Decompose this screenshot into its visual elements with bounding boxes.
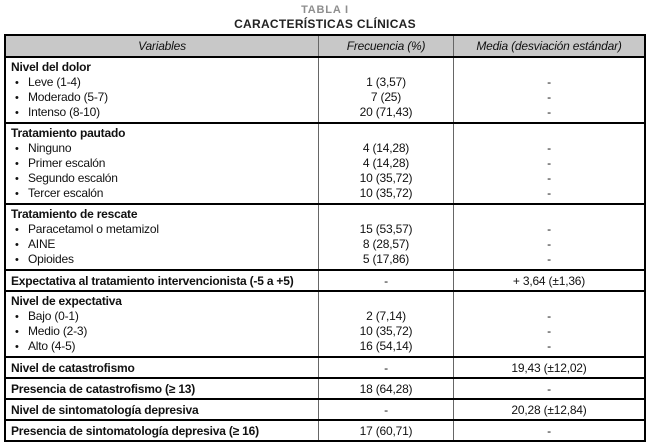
media-value: - — [547, 324, 551, 338]
bullet-icon: • — [15, 239, 19, 251]
media-value: - — [547, 105, 551, 119]
bullet-item — [6, 186, 318, 201]
group-label: Nivel del dolor — [11, 60, 91, 74]
table-row — [6, 203, 644, 269]
item-label: Bajo (0-1) — [28, 309, 79, 323]
freq-value: - — [384, 273, 388, 288]
table-number-title: TABLA I — [301, 4, 349, 16]
item-label: Ninguno — [28, 141, 72, 155]
mean-sd-cell — [453, 58, 644, 122]
freq-value: 8 (28,57) — [362, 237, 410, 251]
bullet-item — [6, 90, 318, 105]
bullet-icon: • — [15, 77, 19, 89]
table-row — [6, 269, 644, 290]
freq-value: 4 (14,28) — [362, 156, 410, 170]
frequency-cell — [318, 205, 453, 269]
row-label: Presencia de sintomatología depresiva (≥ 16) — [11, 423, 259, 438]
empty-line — [454, 207, 644, 222]
table-title-block — [0, 4, 650, 31]
bullet-icon: • — [15, 143, 19, 155]
media-value: - — [547, 156, 551, 170]
frequency-cell — [318, 358, 453, 377]
row-label: Nivel de sintomatología depresiva — [11, 402, 199, 417]
clinical-characteristics-table — [4, 34, 646, 442]
bullet-icon: • — [15, 341, 19, 353]
frequency-cell — [318, 58, 453, 122]
media-value: - — [547, 186, 551, 200]
bullet-item — [6, 237, 318, 252]
item-label: Primer escalón — [28, 156, 106, 170]
bullet-item — [6, 171, 318, 186]
mean-sd-cell — [453, 292, 644, 356]
item-label: Opioides — [28, 252, 74, 266]
group-label: Tratamiento pautado — [11, 126, 126, 140]
column-header-frequency: Frecuencia (%) — [318, 36, 453, 56]
column-header-variables: Variables — [138, 39, 186, 53]
table-row — [6, 290, 644, 356]
mean-sd-cell — [453, 124, 644, 203]
bullet-item — [6, 222, 318, 237]
mean-sd-cell — [453, 400, 644, 419]
frequency-cell — [318, 379, 453, 398]
freq-value: - — [384, 402, 388, 417]
variables-cell — [6, 421, 318, 440]
media-value: - — [547, 90, 551, 104]
bullet-item — [6, 75, 318, 90]
bullet-icon: • — [15, 92, 19, 104]
bullet-icon: • — [15, 224, 19, 236]
frequency-cell — [318, 400, 453, 419]
bullet-icon: • — [15, 173, 19, 185]
bullet-item — [6, 141, 318, 156]
media-value: 19,43 (±12,02) — [511, 360, 587, 375]
empty-line — [454, 294, 644, 309]
item-label: Medio (2-3) — [28, 324, 88, 338]
item-label: AINE — [28, 237, 56, 251]
frequency-cell — [318, 271, 453, 290]
table-row — [6, 419, 644, 440]
bullet-item — [6, 324, 318, 339]
table-row — [6, 377, 644, 398]
mean-sd-cell — [453, 358, 644, 377]
bullet-item — [6, 105, 318, 120]
media-value: - — [547, 222, 551, 236]
mean-sd-cell — [453, 379, 644, 398]
item-label: Alto (4-5) — [28, 339, 76, 353]
variables-cell — [6, 271, 318, 290]
media-value: - — [547, 309, 551, 323]
bullet-item — [6, 339, 318, 354]
media-value: - — [547, 141, 551, 155]
freq-value: 18 (64,28) — [359, 381, 413, 396]
variables-cell — [6, 292, 318, 356]
freq-value: 20 (71,43) — [359, 105, 413, 119]
bullet-icon: • — [15, 107, 19, 119]
bullet-item — [6, 309, 318, 324]
frequency-cell — [318, 292, 453, 356]
table-header-row — [6, 36, 644, 56]
freq-value: 7 (25) — [370, 90, 402, 104]
table-row — [6, 398, 644, 419]
media-value: - — [547, 252, 551, 266]
freq-value: 5 (17,86) — [362, 252, 410, 266]
frequency-cell — [318, 421, 453, 440]
freq-value: 1 (3,57) — [366, 75, 406, 89]
bullet-icon: • — [15, 326, 19, 338]
variables-cell — [6, 124, 318, 203]
item-label: Leve (1-4) — [28, 75, 81, 89]
bullet-icon: • — [15, 158, 19, 170]
item-label: Tercer escalón — [28, 186, 104, 200]
empty-line — [319, 126, 453, 141]
freq-value: 16 (54,14) — [359, 339, 413, 353]
row-label: Nivel de catastrofismo — [11, 360, 135, 375]
frequency-cell — [318, 124, 453, 203]
media-value: 20,28 (±12,84) — [511, 402, 587, 417]
table-body — [6, 56, 644, 440]
variables-cell — [6, 205, 318, 269]
bullet-icon: • — [15, 188, 19, 200]
variables-cell — [6, 400, 318, 419]
freq-value: 10 (35,72) — [359, 171, 413, 185]
empty-line — [454, 126, 644, 141]
media-value: - — [547, 237, 551, 251]
empty-line — [454, 60, 644, 75]
column-header-mean-sd: Media (desviación estándar) — [453, 36, 644, 56]
table-caption: CARACTERÍSTICAS CLÍNICAS — [234, 17, 416, 31]
media-value: - — [547, 171, 551, 185]
bullet-icon: • — [15, 311, 19, 323]
variables-cell — [6, 379, 318, 398]
empty-line — [319, 294, 453, 309]
item-label: Segundo escalón — [28, 171, 118, 185]
media-value: - — [547, 423, 551, 438]
group-label: Tratamiento de rescate — [11, 207, 138, 221]
mean-sd-cell — [453, 205, 644, 269]
freq-value: 2 (7,14) — [366, 309, 406, 323]
freq-value: 17 (60,71) — [359, 423, 413, 438]
row-label: Expectativa al tratamiento intervencionista (-5 a +5) — [11, 273, 294, 288]
group-label: Nivel de expectativa — [11, 294, 122, 308]
media-value: + 3,64 (±1,36) — [512, 273, 586, 288]
freq-value: 10 (35,72) — [359, 186, 413, 200]
item-label: Paracetamol o metamizol — [28, 222, 159, 236]
media-value: - — [547, 381, 551, 396]
table-row — [6, 122, 644, 203]
bullet-item — [6, 252, 318, 267]
table-row — [6, 56, 644, 122]
media-value: - — [547, 75, 551, 89]
item-label: Moderado (5-7) — [28, 90, 108, 104]
freq-value: 15 (53,57) — [359, 222, 413, 236]
bullet-item — [6, 156, 318, 171]
freq-value: 10 (35,72) — [359, 324, 413, 338]
variables-cell — [6, 58, 318, 122]
empty-line — [319, 207, 453, 222]
mean-sd-cell — [453, 271, 644, 290]
item-label: Intenso (8-10) — [28, 105, 100, 119]
table-row — [6, 356, 644, 377]
mean-sd-cell — [453, 421, 644, 440]
freq-value: - — [384, 360, 388, 375]
row-label: Presencia de catastrofismo (≥ 13) — [11, 381, 196, 396]
variables-cell — [6, 358, 318, 377]
freq-value: 4 (14,28) — [362, 141, 410, 155]
media-value: - — [547, 339, 551, 353]
bullet-icon: • — [15, 254, 19, 266]
empty-line — [319, 60, 453, 75]
